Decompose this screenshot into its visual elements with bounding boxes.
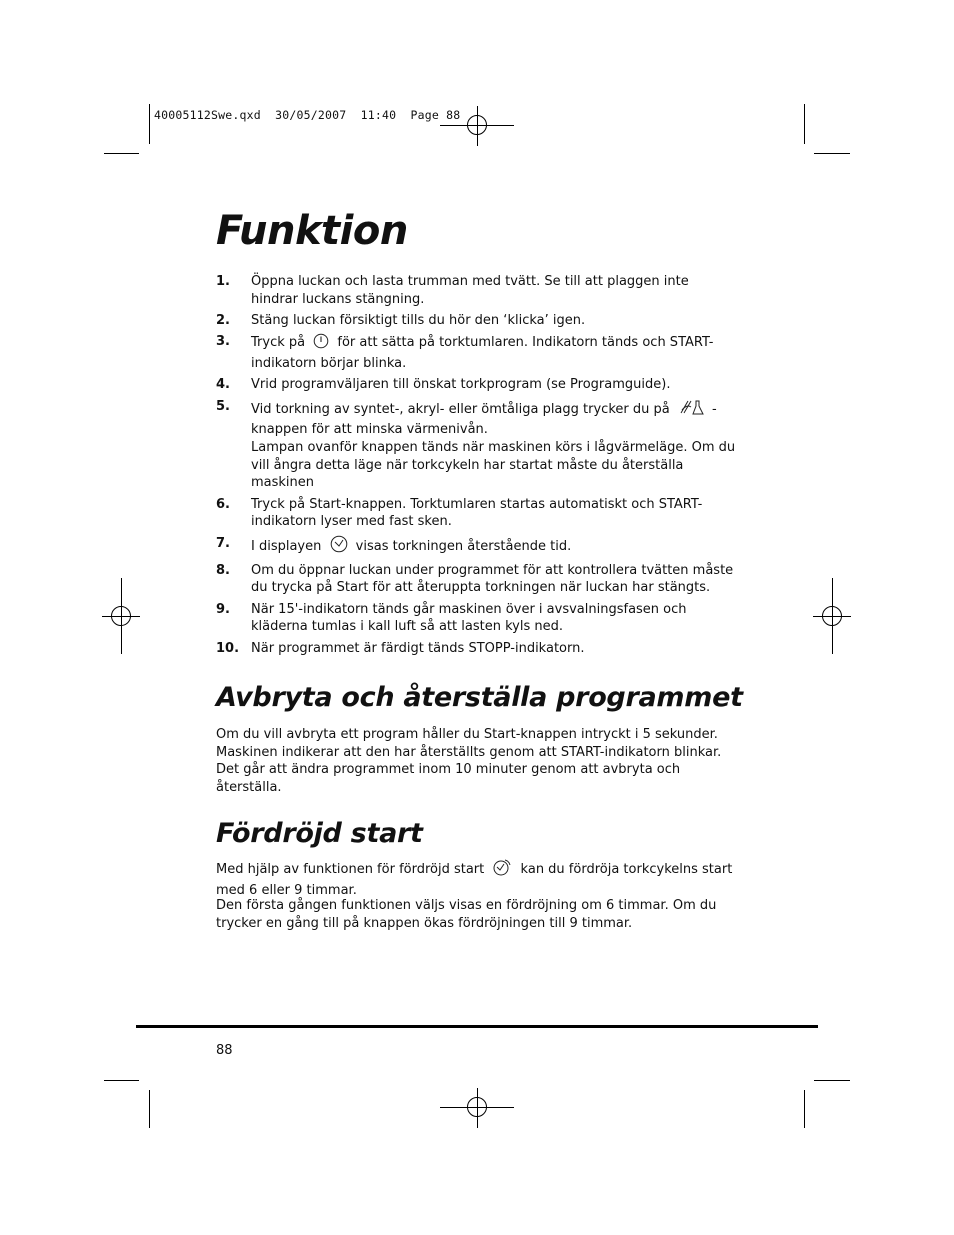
crop-mark	[149, 1090, 150, 1128]
step-text: Tryck på Start-knappen. Torktumlaren startas automatiskt och START-indikatorn lyser med fast sken.	[251, 496, 703, 530]
step-text: Öppna luckan och lasta trumman med tvätt. Se till att plaggen inte hindrar luckans stängning.	[251, 274, 689, 307]
delay-start-icon	[492, 858, 512, 882]
list-item	[216, 640, 736, 658]
section-heading-delay: Fördröjd start	[216, 818, 423, 849]
list-item	[216, 601, 736, 636]
step-text: Vrid programväljaren till önskat torkprogram (se Programguide).	[251, 377, 671, 393]
list-item	[216, 312, 736, 330]
step-text: Stäng luckan försiktigt tills du hör den ‘klicka’ igen.	[251, 312, 586, 328]
crop-mark	[104, 1080, 139, 1081]
page-number: 88	[216, 1043, 233, 1058]
list-item	[216, 273, 736, 308]
steps-list	[216, 273, 736, 661]
step-number: 8.	[216, 562, 230, 578]
step-text: När programmet är färdigt tänds STOPP-indikatorn.	[251, 640, 585, 656]
power-icon	[313, 333, 329, 355]
delay-paragraph-2: Den första gången funktionen väljs visas en fördröjning om 6 timmar. Om du trycker en gång till på knappen ökas fördröjningen till 9 timmar.	[216, 898, 717, 931]
step-text: -knappen för att minska värmenivån.	[251, 401, 717, 438]
step-note: Lampan ovanför knappen tänds när maskinen körs i lågvärmeläge. Om du vill ångra detta läge när torkcykeln har startat måste du återställa maskinen	[251, 439, 736, 491]
crop-mark	[804, 1090, 805, 1128]
step-text: I displayen	[251, 538, 322, 554]
footer-rule	[136, 1025, 818, 1028]
list-item	[216, 535, 736, 559]
print-slug: 40005112Swe.qxd 30/05/2007 11:40 Page 88	[154, 108, 461, 122]
step-text: Om du öppnar luckan under programmet för att kontrollera tvätten måste du trycka på Start för att återuppta torkningen när luckan har stängts.	[251, 562, 734, 596]
delicate-icon	[678, 398, 706, 422]
step-text: för att sätta på torktumlaren. Indikatorn tänds och START-indikatorn börjar blinka.	[251, 335, 714, 371]
step-number: 6.	[216, 496, 230, 512]
delay-paragraph-1	[216, 858, 736, 899]
step-number: 7.	[216, 535, 230, 551]
list-item	[216, 562, 736, 597]
crop-mark	[104, 153, 139, 154]
list-item	[216, 333, 736, 372]
list-item	[216, 398, 736, 492]
paragraph-text: Med hjälp av funktionen för fördröjd start	[216, 862, 485, 877]
clock-icon	[330, 535, 348, 559]
crop-mark	[149, 104, 150, 144]
section-heading-cancel: Avbryta och återställa programmet	[216, 682, 743, 713]
page-title: Funktion	[216, 208, 408, 254]
step-text: När 15'-indikatorn tänds går maskinen över i avsvalningsfasen och kläderna tumlas i kall luft så att lasten kyls ned.	[251, 601, 687, 635]
step-number: 3.	[216, 334, 230, 350]
paragraph-text: kan du fördröja torkcykelns start med 6 eller 9 timmar.	[216, 862, 733, 898]
crop-mark	[804, 104, 805, 144]
list-item	[216, 496, 736, 531]
list-item	[216, 376, 736, 394]
step-number: 9.	[216, 601, 230, 617]
step-number: 5.	[216, 398, 230, 414]
step-number: 2.	[216, 312, 230, 328]
crop-mark	[814, 1080, 850, 1081]
step-number: 4.	[216, 377, 230, 393]
step-text: Tryck på	[251, 335, 306, 351]
cancel-paragraph: Om du vill avbryta ett program håller du Start-knappen intryckt i 5 sekunder. Maskinen indikerar att den har återställts genom att START-indikatorn blinkar. Det går att ändra programmet inom 10 minuter genom att avbryta och återställa.	[216, 727, 722, 795]
step-number: 1.	[216, 274, 230, 289]
step-text: visas torkningen återstående tid.	[355, 538, 572, 554]
step-text: Vid torkning av syntet-, akryl- eller ömtåliga plagg trycker du på	[251, 401, 670, 417]
step-number: 10.	[216, 640, 240, 656]
crop-mark	[814, 153, 850, 154]
